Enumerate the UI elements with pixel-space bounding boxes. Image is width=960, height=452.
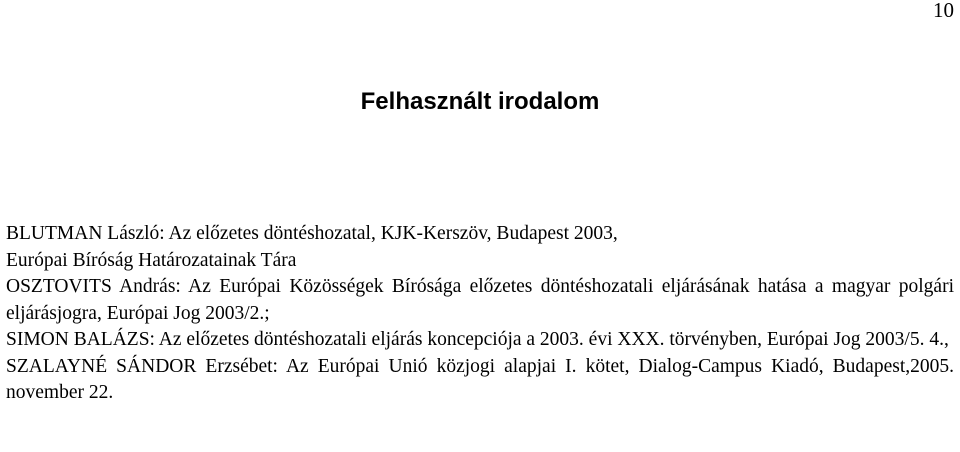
reference-item: OSZTOVITS András: Az Európai Közösségek Bírósága előzetes döntéshozatali eljárásának hatása a magyar polgári eljárásjogra, Európai Jog 2003/2.;	[6, 276, 954, 324]
reference-item: SZALAYNÉ SÁNDOR Erzsébet: Az Európai Unió közjogi alapjai I. kötet, Dialog-Campus Kiadó, Budapest,2005. november 22.	[6, 355, 954, 403]
reference-item: SIMON BALÁZS: Az előzetes döntéshozatali eljárás koncepciója a 2003. évi XXX. törvényben, Európai Jog 2003/5. 4.,	[6, 329, 949, 350]
page-number: 10	[933, 0, 954, 22]
page-title: Felhasznált irodalom	[360, 88, 600, 116]
reference-item: BLUTMAN László: Az előzetes döntéshozatal, KJK-Kerszöv, Budapest 2003,	[6, 223, 618, 244]
reference-list	[6, 221, 954, 407]
reference-item: Európai Bíróság Határozatainak Tára	[6, 249, 297, 271]
